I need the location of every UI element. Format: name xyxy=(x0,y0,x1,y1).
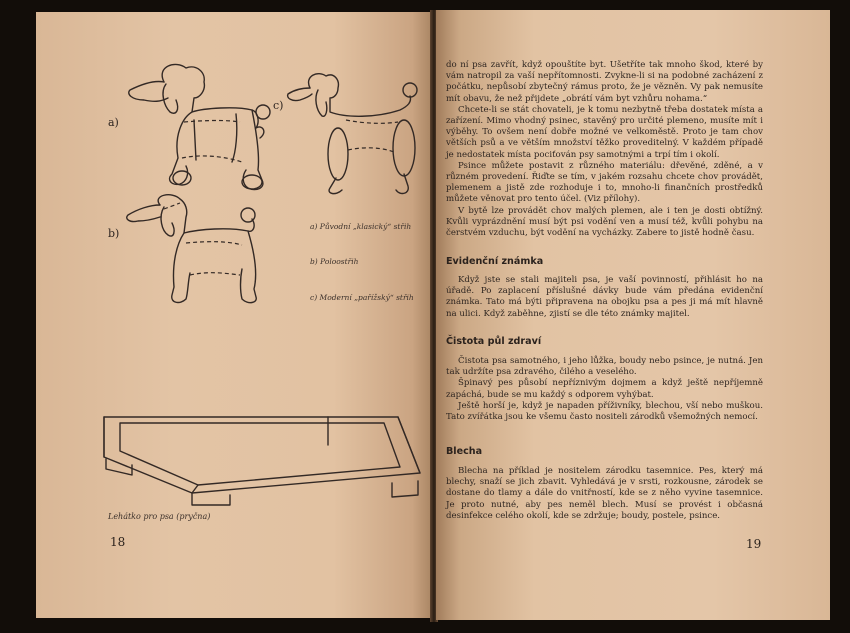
intro-paragraph-1: do ní psa zavřít, když opouštíte byt. Ušetříte tak mnoho škod, které by vám natropil za vaší nepřítomnosti. Zvykne-li si na podobné zacházení z počátku, nepůsobí zbytečný rámus proto, že je vězněn. Vy pak nemusíte mít obavu, že než přijdete „obrátí vám byt vzhůru nohama.“ xyxy=(446,60,763,104)
caption-classic-cut: a) Původní „klasický“ střih xyxy=(310,222,412,231)
heading-flea: Blecha xyxy=(446,446,483,457)
figure-label-b: b) xyxy=(108,227,120,240)
registration-tag-text xyxy=(446,275,763,320)
cleanliness-paragraph-2: Špinavý pes působí nepříznivým dojmem a když ještě nepříjemně zapáchá, bude se mu každý s odporem vyhýbat. xyxy=(446,378,763,400)
cleanliness-paragraph-1: Čistota psa samotného, i jeho lůžka, boudy nebo psince, je nutná. Jen tak udržíte psa zdravého, čilého a veselého. xyxy=(446,356,763,378)
intro-paragraph-3: Psince můžete postavit z různého materiálu: dřevěné, zděné, a v různém provedení. Řiďte se tím, v jakém rozsahu chcete chov provádět, plemenem a jistě zde rozhoduje i to, mnoho-li finančních prostředků můžete věnovat pro tento účel. (Viz přílohy). xyxy=(446,160,763,205)
right-page xyxy=(436,10,830,620)
intro-paragraph-4: V bytě lze provádět chov malých plemen, ale i ten je dosti obtížný. Kvůli vyprázdnění musí být psi vodění ven a musí též, kvůli pohybu na čerstvém vzduchu, být vodění na vycházky. Zabere to jistě hodně času. xyxy=(446,205,763,239)
intro-paragraph-2: Chcete-li se stát chovateli, je k tomu nezbytně třeba dostatek místa a zařízení. Mimo vhodný psinec, stavěný pro určité plemeno, musíte mít i výběhy. To ovšem není dobře možné ve velkoměstě. Proto je tam chov větších psů a ve větším množství těžko proveditelný. V každém případě je nedostatek místa pociťován psy samotnými a trpí tím i okolí. xyxy=(446,104,763,160)
poodle-parisian-cut-illustration xyxy=(286,68,426,198)
cleanliness-text xyxy=(446,356,763,423)
heading-registration-tag: Evidenční známka xyxy=(446,256,544,267)
heading-cleanliness: Čistota půl zdraví xyxy=(446,336,542,347)
left-page xyxy=(36,12,432,618)
caption-parisian-cut: c) Moderní „pařížský“ střih xyxy=(310,293,414,302)
figure-label-c: c) xyxy=(273,99,284,112)
dog-bed-illustration xyxy=(102,397,422,507)
caption-semi-cut: b) Poloostřih xyxy=(310,257,359,266)
flea-text xyxy=(446,466,763,522)
registration-tag-paragraph: Když jste se stali majiteli psa, je vaší povinností, přihlásit ho na úřadě. Po zaplacení příslušné dávky bude vám předána evidenční známka. Tato má býti připravena na obojku psa a pes ji má mít hlavně na ulici. Když zaběhne, zjistí se dle této známky majitel. xyxy=(446,275,763,319)
flea-paragraph: Blecha na příklad je nositelem zárodku tasemnice. Pes, který má blechy, snaží se jich zbavit. Vyhledává je v srsti, rozkousne, zárodek se dostane do tlamy a dále do vnitřností, kde se z něho vyvine tasemnice. Je proto nutné, aby pes neměl blech. Musí se provést i občasná desinfekce celého okolí, kde se zdržuje; boudy, postele, psince. xyxy=(446,466,763,521)
poodle-classic-cut-illustration xyxy=(124,62,264,197)
figure-label-a: a) xyxy=(108,116,119,129)
poodle-semi-cut-illustration xyxy=(124,195,264,310)
bed-caption: Lehátko pro psa (pryčna) xyxy=(108,512,211,521)
page-number-right: 19 xyxy=(746,537,762,551)
intro-text-block xyxy=(446,60,763,239)
cleanliness-paragraph-3: Ještě horší je, když je napaden příživníky, blechou, vší nebo muškou. Tato zvířátka jsou ke všemu často nositeli zárodků všemožných nemocí. xyxy=(446,400,763,423)
page-number-left: 18 xyxy=(110,535,126,549)
